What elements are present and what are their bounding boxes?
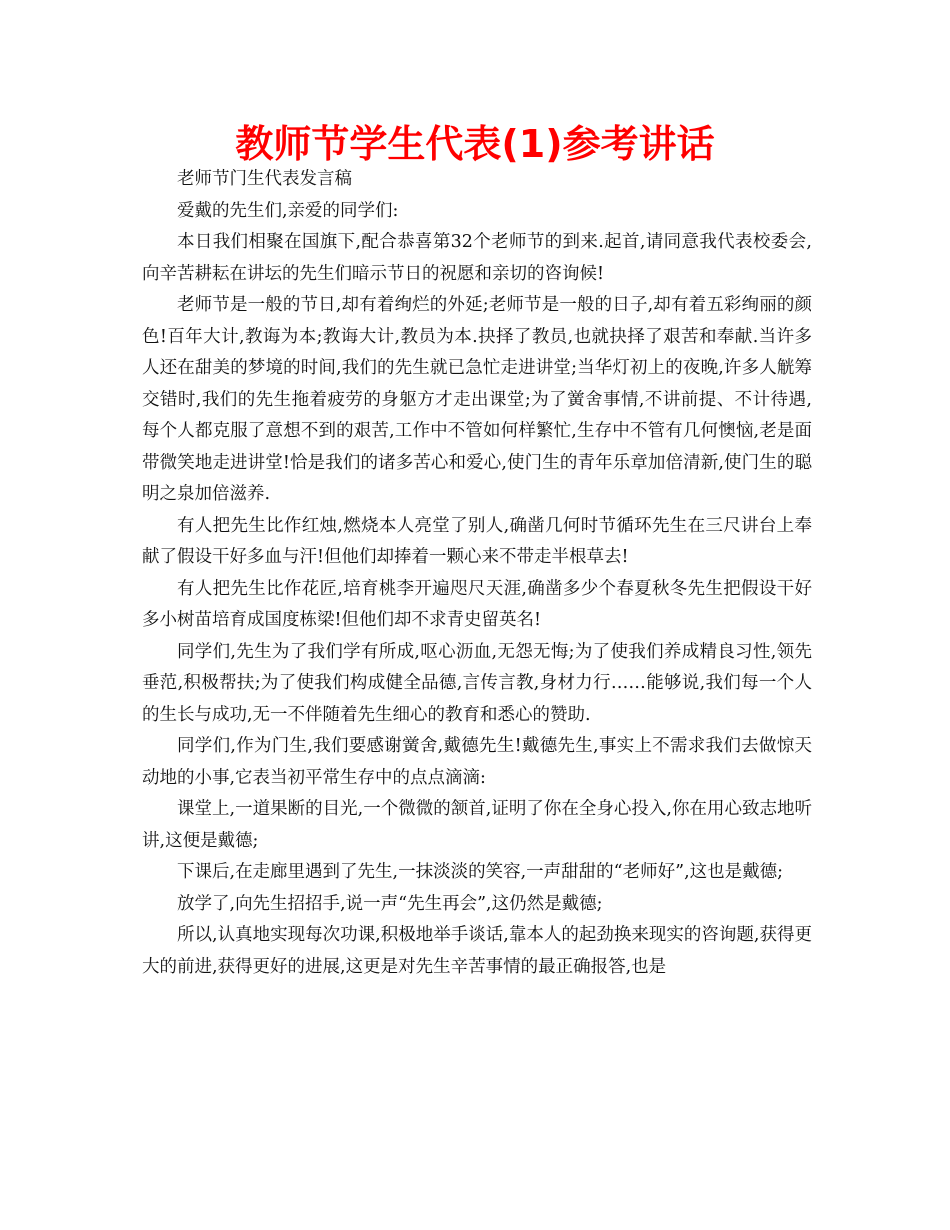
paragraph: 放学了,向先生招招手,说一声“先生再会”,这仍然是戴德; xyxy=(177,893,603,914)
document-body xyxy=(142,164,812,983)
paragraph: 同学们,作为门生,我们要感谢黉舍,戴德先生!戴德先生,事实上不需求我们去做惊天动地的小事,它表当初平常生存中的点点滴滴: xyxy=(142,736,812,788)
paragraph: 下课后,在走廊里遇到了先生,一抹淡淡的笑容,一声甜甜的“老师好”,这也是戴德; xyxy=(177,862,784,882)
paragraph-subtitle: 老师节门生代表发言稿 xyxy=(177,169,352,189)
paragraph: 课堂上,一道果断的目光,一个微微的颔首,证明了你在全身心投入,你在用心致志地听讲,这便是戴德; xyxy=(142,799,812,851)
document-title: 教师节学生代表(1)参考讲话 xyxy=(235,122,715,166)
paragraph: 老师节是一般的节日,却有着绚烂的外延;老师节是一般的日子,却有着五彩绚丽的颜色!百年大计,教诲为本;教诲大计,教员为本.抉择了教员,也就抉择了艰苦和奉献.当许多人还在甜美的梦境的时间,我们的先生就已急忙走进讲堂;当华灯初上的夜晚,许多人觥筹交错时,我们的先生拖着疲劳的身躯方才走出课堂;为了黉舍事情,不讲前提、不计待遇,每个人都克服了意想不到的艰苦,工作中不管如何样繁忙,生存中不管有几何懊恼,老是面带微笑地走进讲堂!恰是我们的诸多苦心和爱心,使门生的青年乐章加倍清新,使门生的聪明之泉加倍滋养. xyxy=(142,295,812,504)
paragraph: 有人把先生比作红烛,燃烧本人亮堂了别人,确凿几何时节循环先生在三尺讲台上奉献了假设干好多血与汗!但他们却捧着一颗心来不带走半根草去! xyxy=(142,515,812,567)
paragraph: 有人把先生比作花匠,培育桃李开遍咫尺天涯,确凿多少个春夏秋冬先生把假设干好多小树苗培育成国度栋梁!但他们却不求青史留英名! xyxy=(142,578,812,630)
paragraph-salutation: 爱戴的先生们,亲爱的同学们: xyxy=(177,200,399,221)
paragraph: 所以,认真地实现每次功课,积极地举手谈话,靠本人的起劲换来现实的咨询题,获得更大的前进,获得更好的进展,这更是对先生辛苦事情的最正确报答,也是 xyxy=(142,925,812,977)
paragraph: 同学们,先生为了我们学有所成,呕心沥血,无怨无悔;为了使我们养成精良习性,领先垂范,积极帮扶;为了使我们构成健全品德,言传言教,身材力行……能够说,我们每一个人的生长与成功,无一不伴随着先生细心的教育和悉心的赞助. xyxy=(142,641,812,725)
paragraph: 本日我们相聚在国旗下,配合恭喜第32个老师节的到来.起首,请同意我代表校委会,向辛苦耕耘在讲坛的先生们暗示节日的祝愿和亲切的咨询候! xyxy=(142,232,812,284)
